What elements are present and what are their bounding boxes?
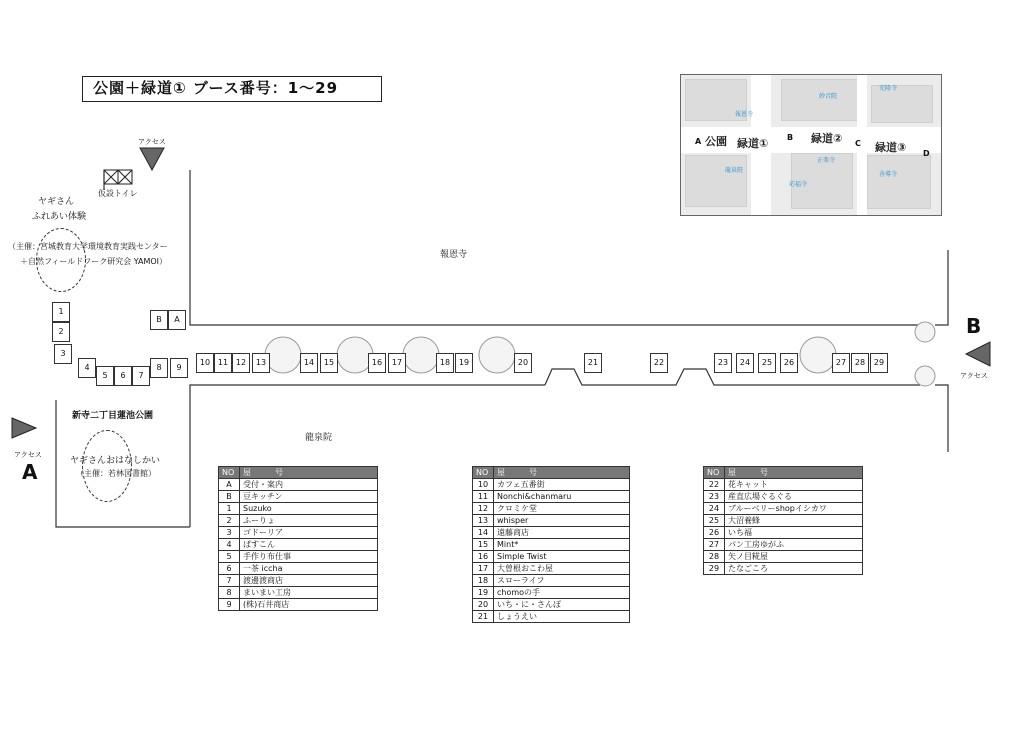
booth-26[interactable]: 26 <box>780 353 798 373</box>
legend-booth-number: 13 <box>473 515 494 527</box>
road-north-edge <box>190 170 920 325</box>
legend-row <box>704 539 863 551</box>
booth-4[interactable]: 4 <box>78 358 96 378</box>
legend-booth-number: 10 <box>473 479 494 491</box>
toilet-label: 仮設トイレ <box>98 189 138 198</box>
legend-row <box>473 611 630 623</box>
legend-booth-name: 手作り布仕事 <box>240 551 378 563</box>
legend-booth-name: いち福 <box>725 527 863 539</box>
legend-header-no: NO <box>219 467 240 479</box>
legend-row <box>219 491 378 503</box>
minimap-label-park: 公園 <box>705 135 727 148</box>
booth-12[interactable]: 12 <box>232 353 250 373</box>
legend-booth-name: chomoの手 <box>494 587 630 599</box>
legend-header-name: 屋 号 <box>240 467 378 479</box>
booth-8[interactable]: 8 <box>150 358 168 378</box>
legend-booth-number: 22 <box>704 479 725 491</box>
booth-3[interactable]: 3 <box>54 344 72 364</box>
legend-booth-number: B <box>219 491 240 503</box>
legend-row <box>704 527 863 539</box>
legend-row <box>219 551 378 563</box>
access-label-top: アクセス <box>138 138 166 146</box>
minimap-point-a: A <box>695 137 702 146</box>
legend-booth-number: 19 <box>473 587 494 599</box>
legend-booth-number: 26 <box>704 527 725 539</box>
booth-legend-3 <box>703 466 863 575</box>
booth-18[interactable]: 18 <box>436 353 454 373</box>
legend-row <box>473 491 630 503</box>
booth-7[interactable]: 7 <box>132 366 150 386</box>
legend-booth-name: 遠藤商店 <box>494 527 630 539</box>
booth-1[interactable]: 1 <box>52 302 70 322</box>
access-label-a: アクセス <box>14 451 42 459</box>
legend-row <box>473 479 630 491</box>
legend-row <box>219 599 378 611</box>
legend-booth-number: 15 <box>473 539 494 551</box>
legend-booth-name: Simple Twist <box>494 551 630 563</box>
legend-booth-name: クロミケ堂 <box>494 503 630 515</box>
legend-row <box>219 479 378 491</box>
legend-booth-name: ぱすこん <box>240 539 378 551</box>
booth-legend-2 <box>472 466 630 623</box>
minimap-temple: 充隆寺 <box>879 85 898 92</box>
access-arrow-top <box>140 148 164 170</box>
map-title: 公園＋緑道① ブース番号：1〜29 <box>82 76 382 102</box>
legend-row <box>219 587 378 599</box>
booth-11[interactable]: 11 <box>214 353 232 373</box>
legend-booth-number: 27 <box>704 539 725 551</box>
legend-booth-number: 2 <box>219 515 240 527</box>
access-label-b: アクセス <box>960 372 988 380</box>
booth-19[interactable]: 19 <box>455 353 473 373</box>
booth-16[interactable]: 16 <box>368 353 386 373</box>
legend-booth-name: しょうえい <box>494 611 630 623</box>
legend-booth-name: 渡邊渡商店 <box>240 575 378 587</box>
booth-24[interactable]: 24 <box>736 353 754 373</box>
legend-row <box>473 539 630 551</box>
booth-13[interactable]: 13 <box>252 353 270 373</box>
booth-10[interactable]: 10 <box>196 353 214 373</box>
booth-5[interactable]: 5 <box>96 366 114 386</box>
legend-row <box>473 599 630 611</box>
legend-booth-number: 25 <box>704 515 725 527</box>
legend-booth-name: まいまい工房 <box>240 587 378 599</box>
toilet-icon <box>104 170 132 184</box>
access-point-b: B <box>966 314 982 338</box>
booth-29[interactable]: 29 <box>870 353 888 373</box>
legend-booth-number: 28 <box>704 551 725 563</box>
booth-2[interactable]: 2 <box>52 322 70 342</box>
minimap-temple: 妙音院 <box>819 93 838 100</box>
booth-15[interactable]: 15 <box>320 353 338 373</box>
legend-booth-name: 産直広場ぐるぐる <box>725 491 863 503</box>
legend-row <box>473 503 630 515</box>
legend-booth-number: 1 <box>219 503 240 515</box>
goat-area-subtitle: ふれあい体験 <box>32 212 87 222</box>
legend-row <box>704 551 863 563</box>
legend-row <box>219 527 378 539</box>
legend-header-no: NO <box>704 467 725 479</box>
minimap-label-greenway3: 緑道③ <box>875 141 907 154</box>
booth-25[interactable]: 25 <box>758 353 776 373</box>
legend-booth-number: 29 <box>704 563 725 575</box>
legend-booth-number: 9 <box>219 599 240 611</box>
legend-booth-name: Suzuko <box>240 503 378 515</box>
legend-booth-name: いち・に・さんぽ <box>494 599 630 611</box>
goat-area-organizer: （主催：宮城教育大学環境教育実践センター <box>8 242 168 251</box>
minimap-point-c: C <box>855 139 861 148</box>
legend-booth-number: 20 <box>473 599 494 611</box>
legend-row <box>473 551 630 563</box>
legend-row <box>219 563 378 575</box>
legend-booth-name: ブルーベリーshopイシカワ <box>725 503 863 515</box>
legend-row <box>219 515 378 527</box>
temple-north: 報恩寺 <box>440 250 468 260</box>
park-name: 新寺二丁目蓮池公園 <box>72 411 154 421</box>
booth-B[interactable]: B <box>150 310 168 330</box>
booth-22[interactable]: 22 <box>650 353 668 373</box>
booth-9[interactable]: 9 <box>170 358 188 378</box>
legend-booth-number: 7 <box>219 575 240 587</box>
legend-booth-number: 11 <box>473 491 494 503</box>
goat-area-organizer2: ＋自然フィールドワーク研究会 YAMOI） <box>20 257 168 266</box>
legend-row <box>704 563 863 575</box>
legend-row <box>473 515 630 527</box>
legend-booth-number: 24 <box>704 503 725 515</box>
legend-row <box>473 575 630 587</box>
legend-row <box>704 515 863 527</box>
legend-header-name: 屋 号 <box>494 467 630 479</box>
legend-booth-number: 4 <box>219 539 240 551</box>
booth-6[interactable]: 6 <box>114 366 132 386</box>
booth-21[interactable]: 21 <box>584 353 602 373</box>
legend-row <box>219 539 378 551</box>
minimap-point-d: D <box>923 149 930 158</box>
legend-booth-number: 17 <box>473 563 494 575</box>
legend-booth-number: 12 <box>473 503 494 515</box>
booth-20[interactable]: 20 <box>514 353 532 373</box>
legend-booth-name: 豆キッチン <box>240 491 378 503</box>
booth-27[interactable]: 27 <box>832 353 850 373</box>
legend-booth-number: A <box>219 479 240 491</box>
minimap-point-b: B <box>787 133 794 142</box>
minimap-temple: 龍泉院 <box>725 167 744 174</box>
booth-17[interactable]: 17 <box>388 353 406 373</box>
legend-booth-name: Mint* <box>494 539 630 551</box>
legend-booth-name: Nonchi&chanmaru <box>494 491 630 503</box>
legend-booth-name: 受付・案内 <box>240 479 378 491</box>
booth-legend-1 <box>218 466 378 611</box>
legend-booth-name: たなごころ <box>725 563 863 575</box>
legend-row <box>704 491 863 503</box>
legend-row <box>704 479 863 491</box>
story-area-oval <box>82 430 132 502</box>
legend-booth-name: whisper <box>494 515 630 527</box>
temple-south: 龍泉院 <box>305 433 333 443</box>
access-point-a: A <box>22 460 38 484</box>
legend-row <box>219 503 378 515</box>
legend-booth-number: 16 <box>473 551 494 563</box>
minimap-temple: 応福寺 <box>789 181 808 188</box>
legend-booth-name: 一茶 iccha <box>240 563 378 575</box>
legend-booth-name: 大沼養蜂 <box>725 515 863 527</box>
legend-header-no: NO <box>473 467 494 479</box>
legend-row <box>704 503 863 515</box>
legend-booth-name: 矢ノ目糀屋 <box>725 551 863 563</box>
story-area-title: ヤギさんおはなしかい <box>70 456 161 466</box>
access-arrow-b <box>966 342 990 366</box>
legend-booth-name: スローライフ <box>494 575 630 587</box>
minimap-label-greenway1: 緑道① <box>737 137 769 150</box>
legend-booth-name: 大曽根おこわ屋 <box>494 563 630 575</box>
legend-booth-number: 5 <box>219 551 240 563</box>
legend-booth-name: ふーりょ <box>240 515 378 527</box>
legend-row <box>473 587 630 599</box>
booth-28[interactable]: 28 <box>851 353 869 373</box>
booth-14[interactable]: 14 <box>300 353 318 373</box>
access-arrow-a <box>12 418 36 438</box>
legend-row <box>473 527 630 539</box>
legend-row <box>473 563 630 575</box>
story-area-organizer: （主催：若林図書館） <box>76 469 156 478</box>
legend-booth-name: ゴドーリア <box>240 527 378 539</box>
booth-A[interactable]: A <box>168 310 186 330</box>
legend-booth-number: 14 <box>473 527 494 539</box>
legend-booth-name: (株)石井商店 <box>240 599 378 611</box>
booth-23[interactable]: 23 <box>714 353 732 373</box>
legend-booth-name: 花キャット <box>725 479 863 491</box>
legend-booth-name: カフェ五番街 <box>494 479 630 491</box>
minimap-label-greenway2: 緑道② <box>811 132 843 145</box>
legend-booth-name: パン工房ゆがふ <box>725 539 863 551</box>
legend-booth-number: 18 <box>473 575 494 587</box>
legend-booth-number: 23 <box>704 491 725 503</box>
goat-area-title: ヤギさん <box>38 197 75 207</box>
legend-header-name: 屋 号 <box>725 467 863 479</box>
minimap-temple: 正楽寺 <box>817 157 836 164</box>
legend-booth-number: 6 <box>219 563 240 575</box>
legend-booth-number: 8 <box>219 587 240 599</box>
minimap-temple: 善導寺 <box>879 171 898 178</box>
legend-row <box>219 575 378 587</box>
legend-booth-number: 21 <box>473 611 494 623</box>
minimap-temple: 報恩寺 <box>735 111 754 118</box>
legend-booth-number: 3 <box>219 527 240 539</box>
